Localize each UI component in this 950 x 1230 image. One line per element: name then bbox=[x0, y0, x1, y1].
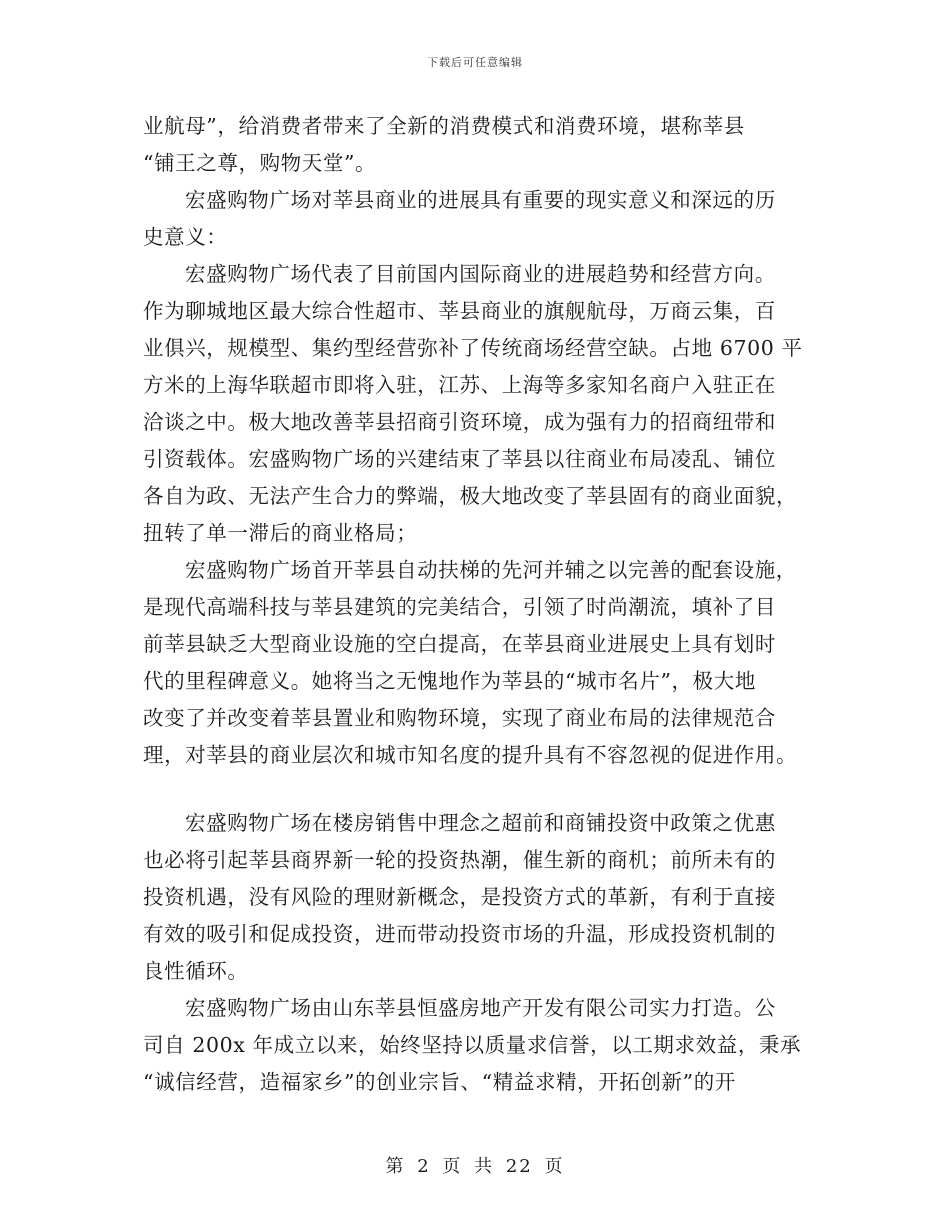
text-line: 理，对莘县的商业层次和城市知名度的提升具有不容忽视的促进作用。 bbox=[143, 743, 798, 767]
document-body bbox=[143, 108, 808, 1101]
paragraph bbox=[143, 108, 808, 182]
text-line: 业俱兴，规模型、集约型经营弥补了传统商场经营空缺。占地 6700 平 bbox=[143, 336, 803, 360]
text-line: 宏盛购物广场代表了目前国内国际商业的进展趋势和经营方向。 bbox=[185, 262, 776, 286]
paragraph bbox=[143, 805, 808, 990]
text-line: 投资机遇，没有风险的理财新概念，是投资方式的革新，有利于直接 bbox=[143, 885, 776, 909]
text-line: 前莘县缺乏大型商业设施的空白提高，在莘县商业进展史上具有划时 bbox=[143, 632, 776, 656]
text-line: 引资载体。宏盛购物广场的兴建结束了莘县以往商业布局凌乱、铺位 bbox=[143, 447, 776, 471]
paragraph-gap bbox=[143, 774, 808, 805]
text-line: 有效的吸引和促成投资，进而带动投资市场的升温，形成投资机制的 bbox=[143, 922, 776, 946]
paragraph bbox=[143, 990, 808, 1101]
text-line: 宏盛购物广场首开莘县自动扶梯的先河并辅之以完善的配套设施， bbox=[185, 558, 797, 582]
text-line: 司自 200x 年成立以来，始终坚持以质量求信誉，以工期求效益，秉承 bbox=[143, 1033, 802, 1057]
page-header-note: 下载后可任意编辑 bbox=[427, 56, 523, 69]
text-line: 宏盛购物广场在楼房销售中理念之超前和商铺投资中政策之优惠 bbox=[185, 811, 776, 835]
text-line: 是现代高端科技与莘县建筑的完美结合，引领了时尚潮流，填补了目 bbox=[143, 595, 776, 619]
text-line: 业航母”，给消费者带来了全新的消费模式和消费环境，堪称莘县 bbox=[143, 114, 745, 138]
text-line: “铺王之尊，购物天堂”。 bbox=[143, 151, 377, 175]
text-line: 作为聊城地区最大综合性超市、莘县商业的旗舰航母，万商云集，百 bbox=[143, 299, 776, 323]
text-line: 洽谈之中。极大地改善莘县招商引资环境，成为强有力的招商纽带和 bbox=[143, 410, 776, 434]
paragraph bbox=[143, 552, 808, 774]
text-line: 良性循环。 bbox=[143, 959, 249, 983]
text-line: “诚信经营，造福家乡”的创业宗旨、“精益求精，开拓创新”的开 bbox=[143, 1070, 736, 1094]
text-line: 宏盛购物广场由山东莘县恒盛房地产开发有限公司实力打造。公 bbox=[185, 996, 776, 1020]
text-line: 各自为政、无法产生合力的弊端，极大地改变了莘县固有的商业面貌， bbox=[143, 484, 798, 508]
text-line: 宏盛购物广场对莘县商业的进展具有重要的现实意义和深远的历 bbox=[185, 188, 776, 212]
text-line: 史意义： bbox=[143, 225, 228, 249]
page-number: 第 2 页 共 22 页 bbox=[385, 1156, 565, 1177]
paragraph bbox=[143, 182, 808, 256]
text-line: 改变了并改变着莘县置业和购物环境，实现了商业布局的法律规范合 bbox=[143, 706, 776, 730]
text-line: 方米的上海华联超市即将入驻，江苏、上海等多家知名商户入驻正在 bbox=[143, 373, 776, 397]
text-line: 代的里程碑意义。她将当之无愧地作为莘县的“城市名片”，极大地 bbox=[143, 669, 756, 693]
text-line: 扭转了单一滞后的商业格局； bbox=[143, 521, 418, 545]
text-line: 也必将引起莘县商界新一轮的投资热潮，催生新的商机；前所未有的 bbox=[143, 848, 776, 872]
paragraph bbox=[143, 256, 808, 552]
